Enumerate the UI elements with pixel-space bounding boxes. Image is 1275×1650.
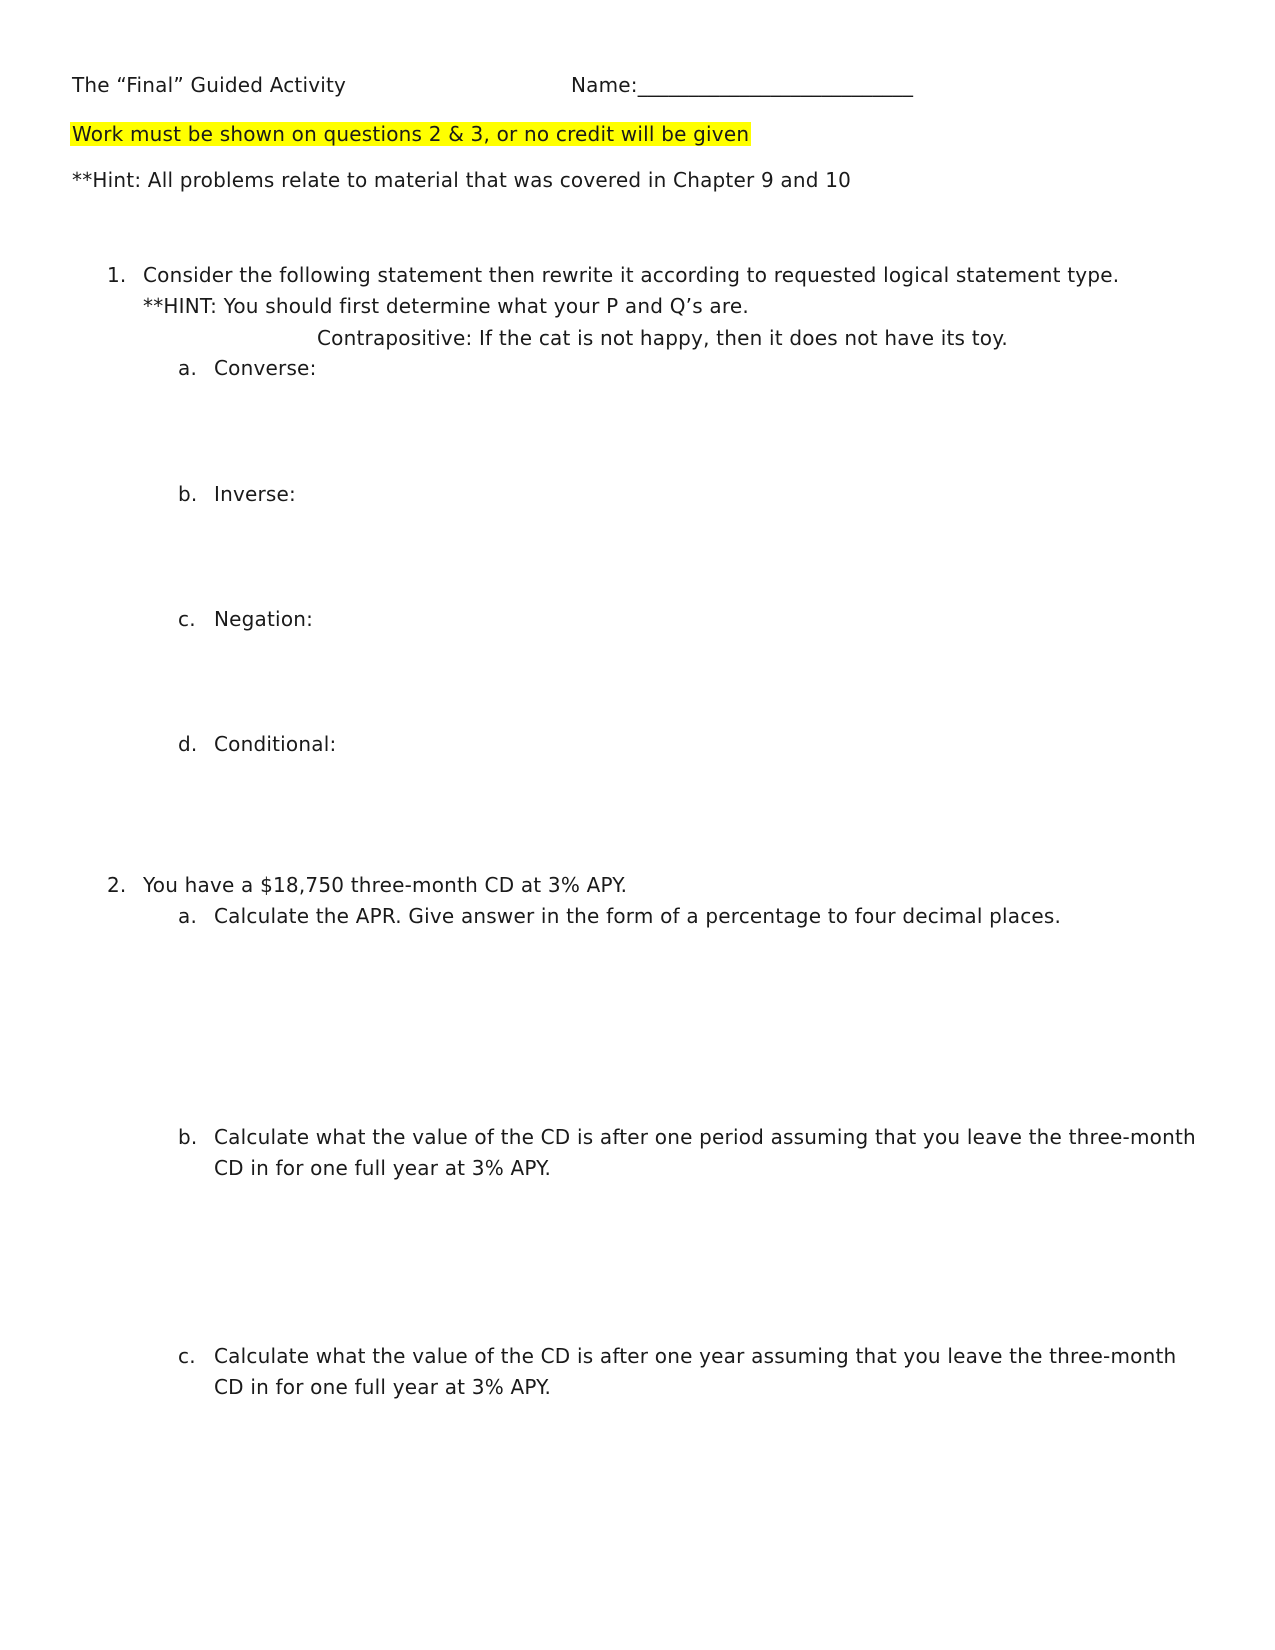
question-1a-label: Converse: bbox=[214, 356, 317, 380]
question-2c-text-line2: CD in for one full year at 3% APY. bbox=[214, 1375, 552, 1399]
question-1b-label: Inverse: bbox=[214, 482, 297, 506]
question-2c-text-line1: Calculate what the value of the CD is after one year assuming that you leave the three-month bbox=[214, 1344, 1177, 1368]
question-2-number: 2. bbox=[107, 873, 127, 897]
instruction-banner bbox=[70, 121, 751, 147]
question-1d-letter: d. bbox=[178, 732, 198, 756]
question-2b-text-line1: Calculate what the value of the CD is after one period assuming that you leave the three-month bbox=[214, 1125, 1196, 1149]
question-2a-letter: a. bbox=[178, 904, 198, 928]
question-1c-letter: c. bbox=[178, 607, 196, 631]
question-1b-letter: b. bbox=[178, 482, 198, 506]
question-2-text: You have a $18,750 three-month CD at 3% APY. bbox=[143, 873, 628, 897]
question-1d-label: Conditional: bbox=[214, 732, 337, 756]
question-2a-text: Calculate the APR. Give answer in the form of a percentage to four decimal places. bbox=[214, 904, 1062, 928]
name-label: Name: bbox=[571, 73, 638, 97]
question-1c-label: Negation: bbox=[214, 607, 314, 631]
question-1-statement: Contrapositive: If the cat is not happy, then it does not have its toy. bbox=[317, 326, 1008, 350]
name-field bbox=[571, 72, 913, 98]
question-2c-letter: c. bbox=[178, 1344, 196, 1368]
name-blank: ___________________________ bbox=[637, 73, 914, 97]
worksheet-title: The “Final” Guided Activity bbox=[72, 73, 347, 97]
question-2b-text-line2: CD in for one full year at 3% APY. bbox=[214, 1156, 552, 1180]
instruction-text: Work must be shown on questions 2 & 3, or no credit will be given bbox=[72, 122, 750, 146]
question-1-text: Consider the following statement then rewrite it according to requested logical statement type. bbox=[143, 263, 1120, 287]
question-1-hint: **HINT: You should first determine what your P and Q’s are. bbox=[143, 294, 749, 318]
question-2b-letter: b. bbox=[178, 1125, 198, 1149]
general-hint: **Hint: All problems relate to material that was covered in Chapter 9 and 10 bbox=[72, 168, 852, 192]
question-1a-letter: a. bbox=[178, 356, 198, 380]
question-1-number: 1. bbox=[107, 263, 127, 287]
